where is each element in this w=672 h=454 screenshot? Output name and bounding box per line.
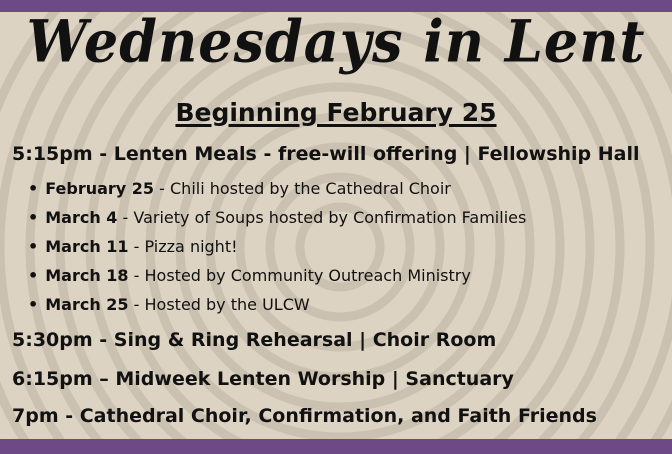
rehearsal-schedule-line: 5:30pm - Sing & Ring Rehearsal | Choir Room: [12, 329, 497, 351]
list-item: [28, 261, 526, 290]
list-item: [28, 174, 526, 203]
meal-date: March 25: [45, 295, 129, 314]
choir-schedule-line: 7pm - Cathedral Choir, Confirmation, and Faith Friends: [12, 405, 597, 427]
page-title: Wednesdays in Lent: [26, 6, 646, 76]
list-item: [28, 203, 526, 232]
meal-list: [28, 174, 526, 319]
meal-description: - Chili hosted by the Cathedral Choir: [154, 179, 451, 198]
meal-description: - Pizza night!: [128, 237, 238, 256]
meal-description: - Hosted by Community Outreach Ministry: [128, 266, 471, 285]
meal-date: February 25: [45, 179, 155, 198]
meal-date: March 18: [45, 266, 129, 285]
meal-description: - Variety of Soups hosted by Confirmation Families: [117, 208, 527, 227]
meals-schedule-line: 5:15pm - Lenten Meals - free-will offering | Fellowship Hall: [12, 143, 640, 165]
subtitle: [0, 96, 672, 130]
list-item: [28, 232, 526, 261]
list-item: [28, 290, 526, 319]
meal-description: - Hosted by the ULCW: [128, 295, 310, 314]
meal-date: March 4: [45, 208, 118, 227]
meal-date: March 11: [45, 237, 129, 256]
subtitle-text: Beginning February 25: [175, 98, 497, 127]
worship-schedule-line: 6:15pm – Midweek Lenten Worship | Sanctuary: [12, 368, 514, 390]
